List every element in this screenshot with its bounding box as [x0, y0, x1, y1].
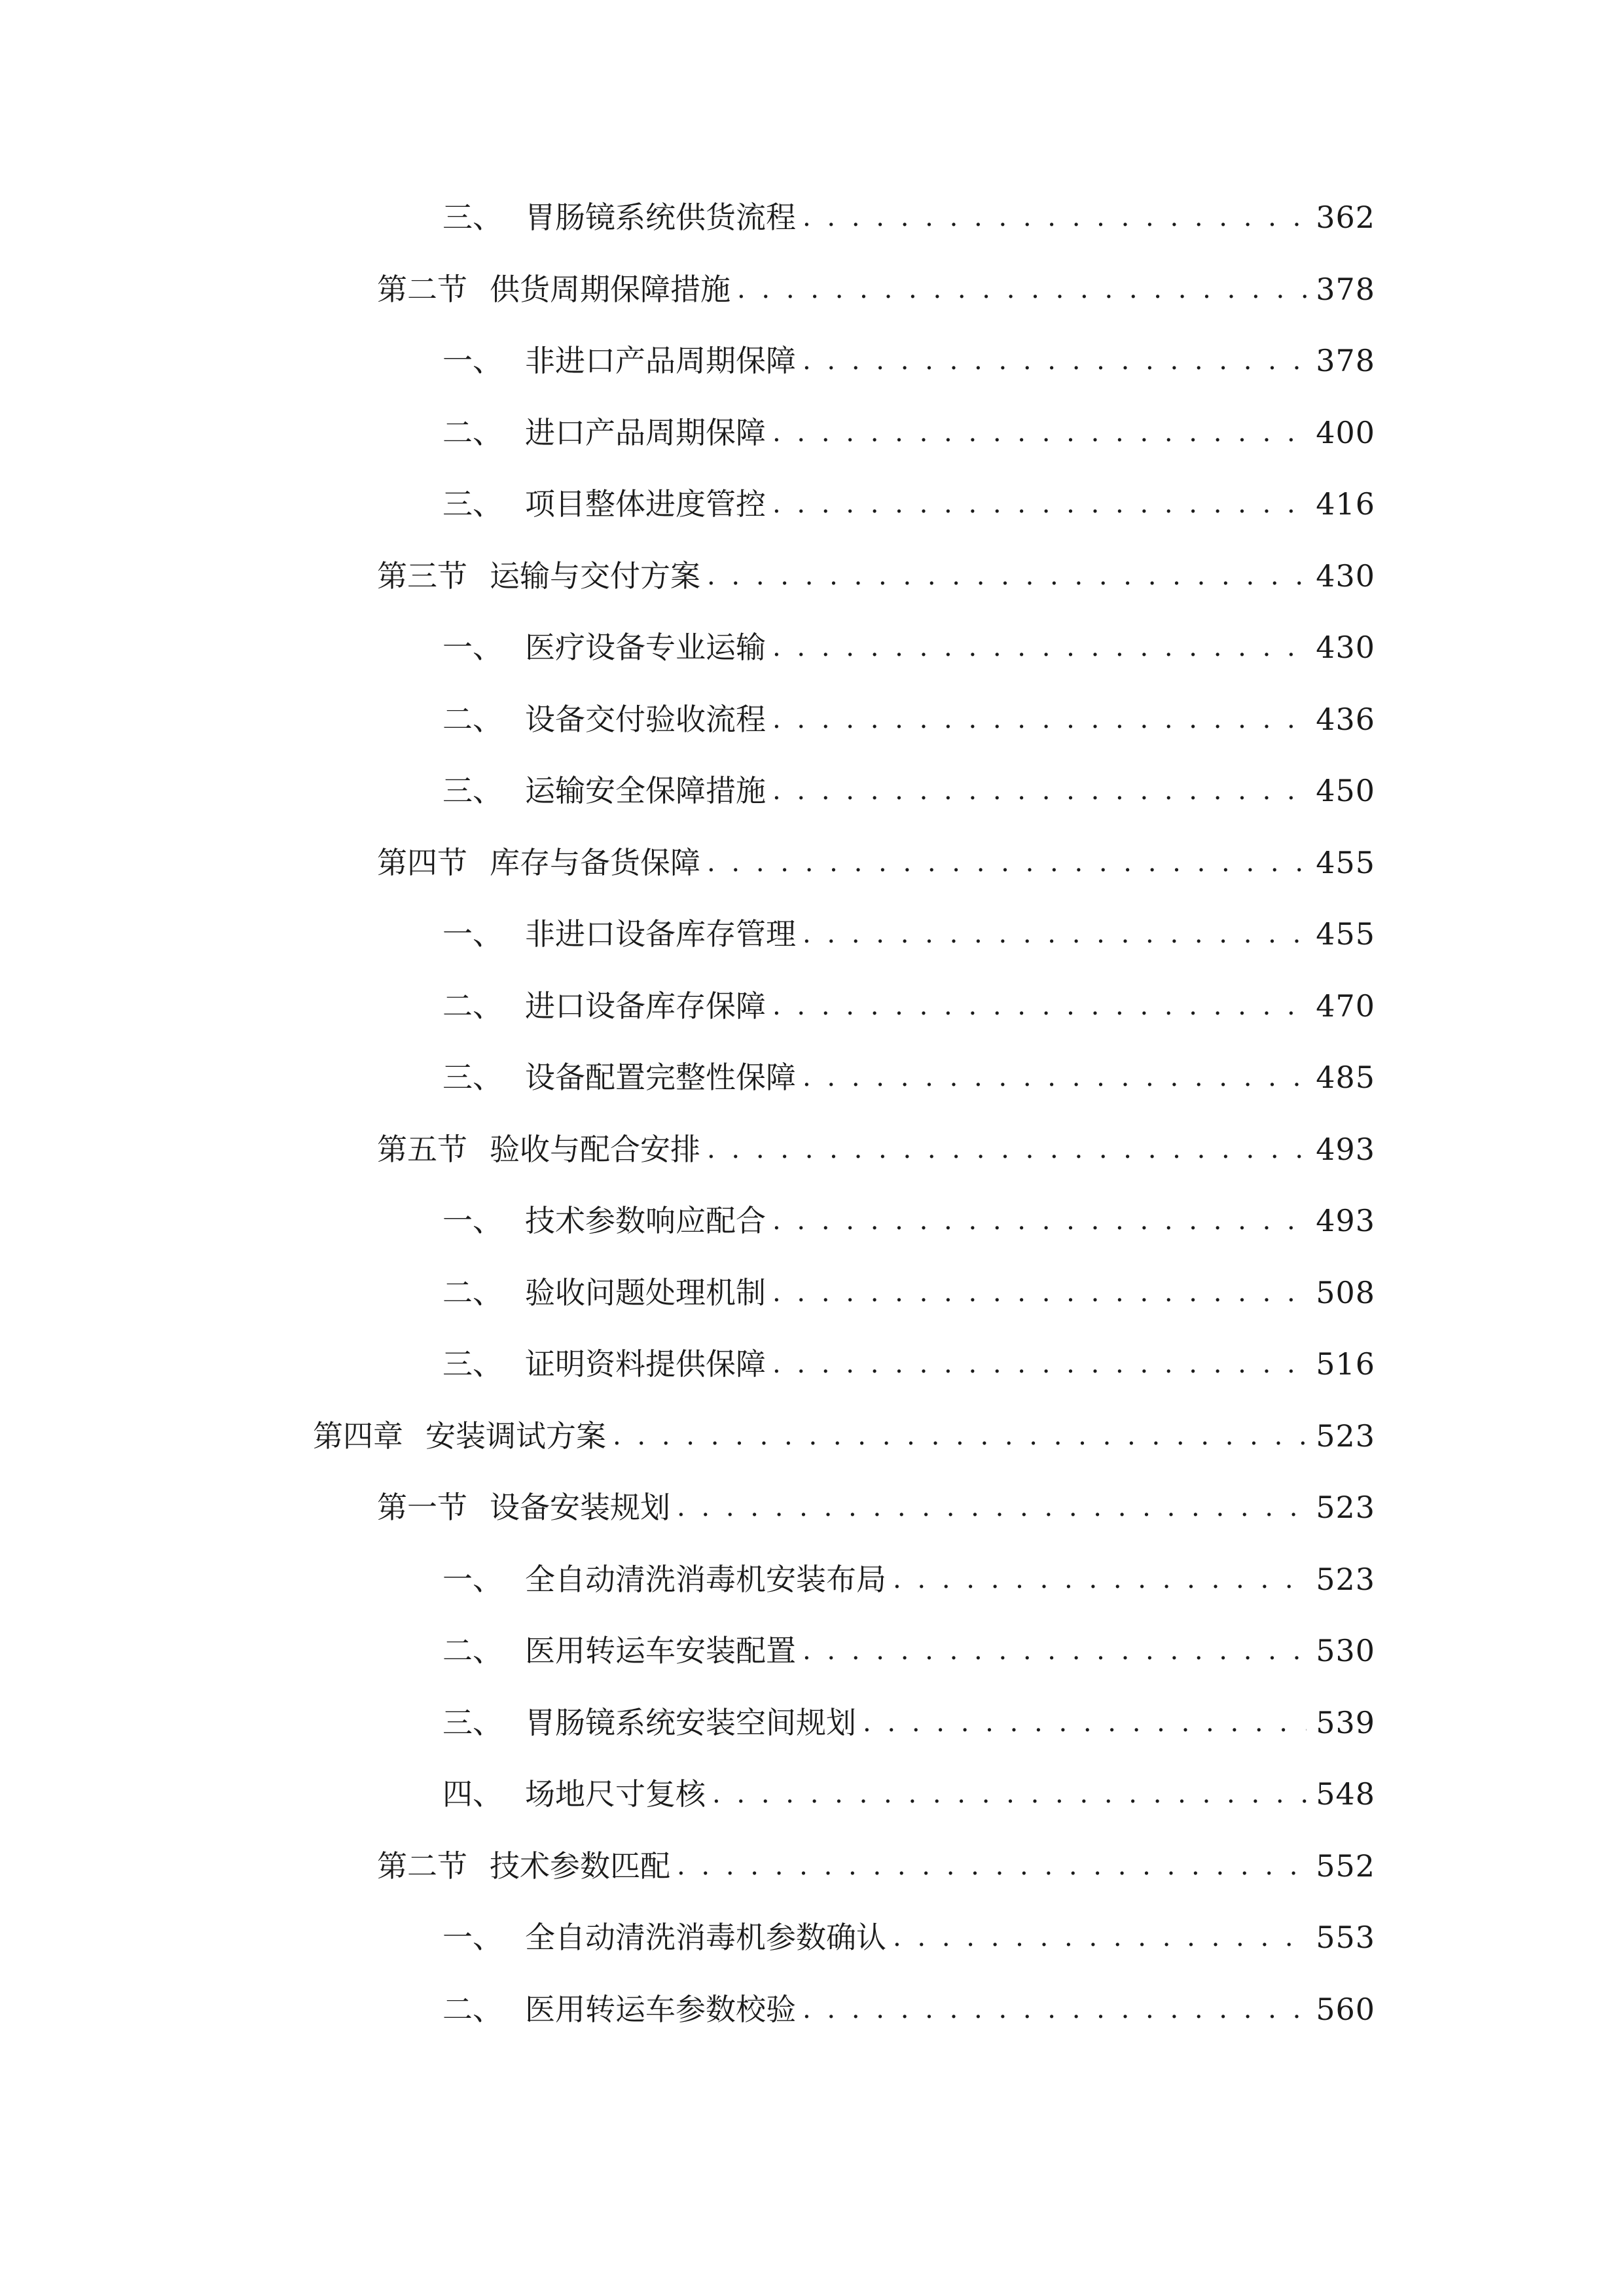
toc-entry-page: 523 — [1316, 1490, 1375, 1525]
toc-dot-leader — [677, 1481, 1307, 1534]
toc-entry[interactable] — [442, 980, 1375, 1032]
toc-entry-page: 552 — [1316, 1848, 1375, 1884]
toc-entry-title: 供货周期保障措施 — [490, 272, 731, 307]
toc-entry-page: 553 — [1316, 1920, 1375, 1955]
toc-entry-number: 二、 — [442, 1992, 503, 2027]
toc-dot-leader — [772, 980, 1307, 1032]
toc-entry-page: 362 — [1316, 200, 1375, 235]
toc-entry[interactable] — [442, 406, 1375, 459]
toc-dot-leader — [893, 1911, 1307, 1964]
toc-entry-title: 证明资料提供保障 — [525, 1346, 766, 1382]
toc-entry-number: 一、 — [442, 1562, 503, 1597]
toc-entry-title: 全自动清洗消毒机安装布局 — [525, 1562, 886, 1597]
toc-entry-title: 进口产品周期保障 — [525, 415, 766, 450]
toc-entry[interactable] — [442, 1768, 1375, 1820]
toc-entry-title: 场地尺寸复核 — [525, 1776, 706, 1812]
toc-entry-page: 378 — [1316, 272, 1375, 307]
toc-entry[interactable] — [442, 1051, 1375, 1103]
toc-entry-page: 485 — [1316, 1060, 1375, 1095]
toc-entry-number: 一、 — [442, 630, 503, 665]
toc-entry[interactable] — [442, 1624, 1375, 1677]
toc-dot-leader — [772, 764, 1307, 817]
toc-entry[interactable] — [442, 1983, 1375, 2036]
toc-entry-page: 450 — [1316, 773, 1375, 808]
toc-entry-page: 416 — [1316, 486, 1375, 522]
toc-entry[interactable] — [442, 478, 1375, 530]
toc-entry-number: 第三节 — [377, 558, 467, 594]
toc-entry-title: 进口设备库存保障 — [525, 988, 766, 1024]
toc-entry[interactable] — [442, 1266, 1375, 1319]
toc-entry[interactable] — [377, 263, 1375, 315]
toc-dot-leader — [707, 1123, 1307, 1175]
toc-dot-leader — [803, 1051, 1307, 1103]
toc-entry-number: 三、 — [442, 1705, 503, 1740]
toc-entry[interactable] — [442, 908, 1375, 960]
toc-entry-page: 523 — [1316, 1562, 1375, 1597]
toc-entry-page: 455 — [1316, 845, 1375, 880]
toc-entry-number: 第二节 — [377, 272, 467, 307]
toc-entry-number: 三、 — [442, 200, 503, 235]
toc-entry-title: 技术参数响应配合 — [525, 1203, 766, 1238]
toc-entry-page: 523 — [1316, 1418, 1375, 1454]
toc-dot-leader — [613, 1410, 1307, 1462]
toc-entry-number: 四、 — [442, 1776, 503, 1812]
toc-entry-title: 胃肠镜系统安装空间规划 — [525, 1705, 856, 1740]
toc-entry-title: 运输与交付方案 — [490, 558, 700, 594]
toc-entry[interactable] — [313, 1410, 1375, 1462]
toc-entry-page: 493 — [1316, 1132, 1375, 1167]
toc-entry-number: 三、 — [442, 486, 503, 522]
toc-entry-page: 430 — [1316, 630, 1375, 665]
toc-dot-leader — [772, 693, 1307, 745]
toc-entry[interactable] — [442, 1194, 1375, 1247]
toc-entry-page: 539 — [1316, 1705, 1375, 1740]
toc-entry-title: 医疗设备专业运输 — [525, 630, 766, 665]
toc-dot-leader — [772, 1338, 1307, 1390]
toc-entry-page: 378 — [1316, 343, 1375, 378]
toc-dot-leader — [772, 621, 1307, 673]
toc-entry-title: 非进口设备库存管理 — [525, 916, 796, 952]
toc-entry-number: 二、 — [442, 1275, 503, 1310]
toc-entry-number: 第二节 — [377, 1848, 467, 1884]
toc-dot-leader — [707, 836, 1307, 889]
toc-dot-leader — [803, 191, 1307, 243]
toc-entry-page: 493 — [1316, 1203, 1375, 1238]
toc-dot-leader — [863, 1696, 1307, 1749]
toc-dot-leader — [707, 550, 1307, 602]
toc-entry-title: 运输安全保障措施 — [525, 773, 766, 808]
toc-entry-page: 560 — [1316, 1992, 1375, 2027]
toc-entry-title: 验收问题处理机制 — [525, 1275, 766, 1310]
toc-entry-number: 第一节 — [377, 1490, 467, 1525]
toc-entry-page: 530 — [1316, 1633, 1375, 1668]
toc-entry-number: 一、 — [442, 343, 503, 378]
toc-entry-title: 胃肠镜系统供货流程 — [525, 200, 796, 235]
toc-entry-number: 三、 — [442, 1060, 503, 1095]
toc-entry-title: 设备交付验收流程 — [525, 702, 766, 737]
toc-dot-leader — [772, 478, 1307, 530]
toc-entry[interactable] — [442, 1696, 1375, 1749]
toc-entry-title: 验收与配合安排 — [490, 1132, 700, 1167]
toc-entry-page: 430 — [1316, 558, 1375, 594]
toc-entry-page: 400 — [1316, 415, 1375, 450]
toc-entry-number: 一、 — [442, 916, 503, 952]
toc-entry-title: 设备安装规划 — [490, 1490, 670, 1525]
toc-entry-page: 436 — [1316, 702, 1375, 737]
toc-entry-number: 二、 — [442, 702, 503, 737]
toc-dot-leader — [803, 908, 1307, 960]
toc-entry-page: 508 — [1316, 1275, 1375, 1310]
toc-entry-title: 项目整体进度管控 — [525, 486, 766, 522]
toc-entry-title: 设备配置完整性保障 — [525, 1060, 796, 1095]
toc-entry-number: 二、 — [442, 988, 503, 1024]
toc-entry-number: 第四章 — [313, 1418, 403, 1454]
toc-entry[interactable] — [377, 836, 1375, 889]
toc-entry[interactable] — [442, 191, 1375, 243]
toc-entry[interactable] — [442, 693, 1375, 745]
toc-entry-title: 安装调试方案 — [425, 1418, 606, 1454]
toc-entry-page: 455 — [1316, 916, 1375, 952]
toc-dot-leader — [772, 1194, 1307, 1247]
toc-dot-leader — [803, 1624, 1307, 1677]
toc-dot-leader — [712, 1768, 1307, 1820]
toc-dot-leader — [893, 1553, 1307, 1605]
toc-entry-page: 470 — [1316, 988, 1375, 1024]
toc-entry-title: 医用转运车安装配置 — [525, 1633, 796, 1668]
toc-entry[interactable] — [442, 621, 1375, 673]
toc-entry-title: 库存与备货保障 — [490, 845, 700, 880]
toc-entry-number: 三、 — [442, 1346, 503, 1382]
toc-entry-number: 一、 — [442, 1203, 503, 1238]
toc-entry-title: 非进口产品周期保障 — [525, 343, 796, 378]
toc-entry-number: 二、 — [442, 415, 503, 450]
toc-dot-leader — [772, 1266, 1307, 1319]
toc-entry-title: 医用转运车参数校验 — [525, 1992, 796, 2027]
toc-dot-leader — [803, 1983, 1307, 2036]
toc-entry-number: 二、 — [442, 1633, 503, 1668]
toc-entry-number: 一、 — [442, 1920, 503, 1955]
toc-entry-page: 516 — [1316, 1346, 1375, 1382]
toc-dot-leader — [772, 406, 1307, 459]
toc-dot-leader — [803, 334, 1307, 387]
toc-entry[interactable] — [377, 1481, 1375, 1534]
toc-entry-number: 第四节 — [377, 845, 467, 880]
toc-entry[interactable] — [442, 764, 1375, 817]
toc-entry[interactable] — [442, 1338, 1375, 1390]
toc-entry-number: 三、 — [442, 773, 503, 808]
toc-entry[interactable] — [377, 1123, 1375, 1175]
toc-entry[interactable] — [377, 1840, 1375, 1892]
toc-entry-title: 全自动清洗消毒机参数确认 — [525, 1920, 886, 1955]
toc-entry[interactable] — [442, 1911, 1375, 1964]
toc-entry-page: 548 — [1316, 1776, 1375, 1812]
toc-entry[interactable] — [442, 1553, 1375, 1605]
toc-entry-number: 第五节 — [377, 1132, 467, 1167]
toc-entry[interactable] — [442, 334, 1375, 387]
toc-dot-leader — [737, 263, 1307, 315]
toc-dot-leader — [677, 1840, 1307, 1892]
toc-entry[interactable] — [377, 550, 1375, 602]
toc-entry-title: 技术参数匹配 — [490, 1848, 670, 1884]
